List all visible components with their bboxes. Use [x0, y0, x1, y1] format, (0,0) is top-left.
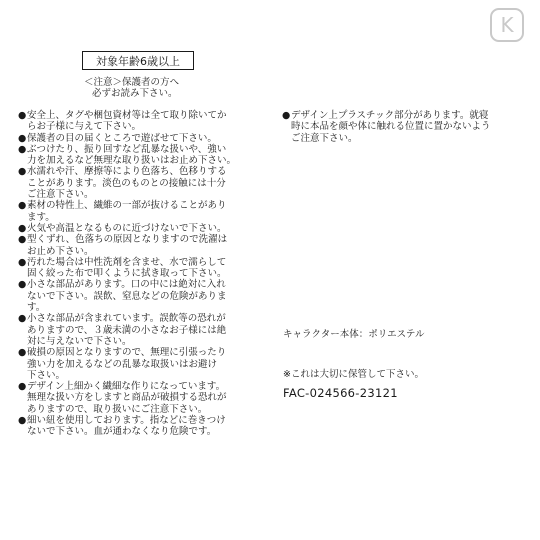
bullet-icon: ●: [18, 234, 27, 246]
bullet-icon: ●: [18, 222, 27, 234]
caution-item-text: 安全上、タグや梱包資材等は全て取り除いてか らお子様に与えて下さい。: [27, 110, 227, 133]
bullet-icon: ●: [18, 381, 27, 393]
caution-list-left: [18, 110, 268, 438]
caution-item: [18, 257, 268, 280]
bullet-icon: ●: [18, 143, 27, 155]
caution-item: [18, 234, 268, 257]
caution-notice-line-2: 必ずお読み下さい。: [92, 88, 178, 99]
caution-item: [18, 133, 268, 144]
bullet-icon: ●: [18, 313, 27, 325]
caution-item: [282, 110, 522, 144]
caution-item-text: デザイン上プラスチック部分があります。就寝 時に本品を顔や体に触れる位置に置かないよう ご注意下さい。: [291, 110, 491, 144]
product-code: FAC-024566-23121: [283, 386, 398, 400]
caution-item: [18, 347, 268, 381]
caution-item-text: 細い紐を使用しております。指などに巻きつけ ないで下さい。血が通わなくなり危険です。: [27, 415, 226, 438]
bullet-icon: ●: [282, 110, 291, 121]
caution-item: [18, 200, 268, 223]
bullet-icon: ●: [18, 200, 27, 212]
age-requirement-box: [82, 51, 194, 70]
bullet-icon: ●: [18, 279, 27, 291]
age-requirement-label: 対象年齢6歳以上: [96, 54, 180, 68]
caution-item-text: ぶつけたり、振り回すなど乱暴な扱いや、強い 力を加えるなど無理な取り扱いはお止め下さい。: [27, 143, 237, 167]
caution-item-text: 小さな部品があります。口の中には絶対に入れ ないで下さい。誤飲、窒息などの危険がありま す。: [27, 279, 227, 314]
caution-item: [18, 279, 268, 313]
k-logo-icon: [490, 8, 524, 42]
bullet-icon: ●: [18, 347, 27, 359]
bullet-icon: ●: [18, 132, 27, 144]
caution-item: [18, 381, 268, 415]
caution-item-text: 水濡れや汗、摩擦等により色落ち、色移りする ことがあります。淡色のものとの接触には十分 ご注意下さい。: [27, 166, 227, 201]
caution-item-text: 破損の原因となりますので、無理に引張ったり 強い力を加えるなどの乱暴な取扱いはお避け 下さい。: [27, 347, 227, 381]
caution-item-text: 小さな部品が含まれています。誤飲等の恐れが ありますので、３歳未満の小さなお子様には絶 対に与えないで下さい。: [27, 313, 227, 347]
bullet-icon: ●: [18, 110, 27, 121]
bullet-icon: ●: [18, 256, 27, 268]
caution-item: [18, 110, 268, 133]
caution-item: [18, 144, 268, 167]
caution-item: [18, 313, 268, 347]
material-info: キャラクター本体：ポリエステル: [283, 329, 425, 340]
caution-item-text: デザイン上細かく繊細な作りになっています。 無理な扱い方をしますと商品が破損する恐れが ありますので、取り扱いにご注意下さい。: [27, 381, 227, 415]
caution-list-right: [282, 110, 522, 144]
caution-notice-line-1: ＜注意＞保護者の方へ: [84, 77, 180, 88]
caution-item-text: 火気や高温となるものに近づけないで下さい。: [27, 222, 227, 234]
caution-item: [18, 415, 268, 438]
logo-letter: K: [500, 13, 514, 37]
keep-note: ※これは大切に保管して下さい。: [283, 369, 424, 380]
caution-notice: [84, 77, 179, 99]
caution-item: [18, 166, 268, 200]
caution-item-text: 型くずれ、色落ちの原因となりますので洗濯は お止め下さい。: [27, 234, 228, 257]
caution-item-text: 保護者の目の届くところで遊ばせて下さい。: [27, 132, 217, 144]
caution-item-text: 汚れた場合は中性洗剤を含ませ、水で濡らして 固く絞った布で叩くように拭き取って下さい。: [27, 256, 227, 280]
bullet-icon: ●: [18, 166, 27, 178]
caution-item: [18, 223, 268, 234]
bullet-icon: ●: [18, 415, 27, 427]
caution-item-text: 素材の特性上、繊維の一部が抜けることがあり ます。: [27, 200, 227, 223]
